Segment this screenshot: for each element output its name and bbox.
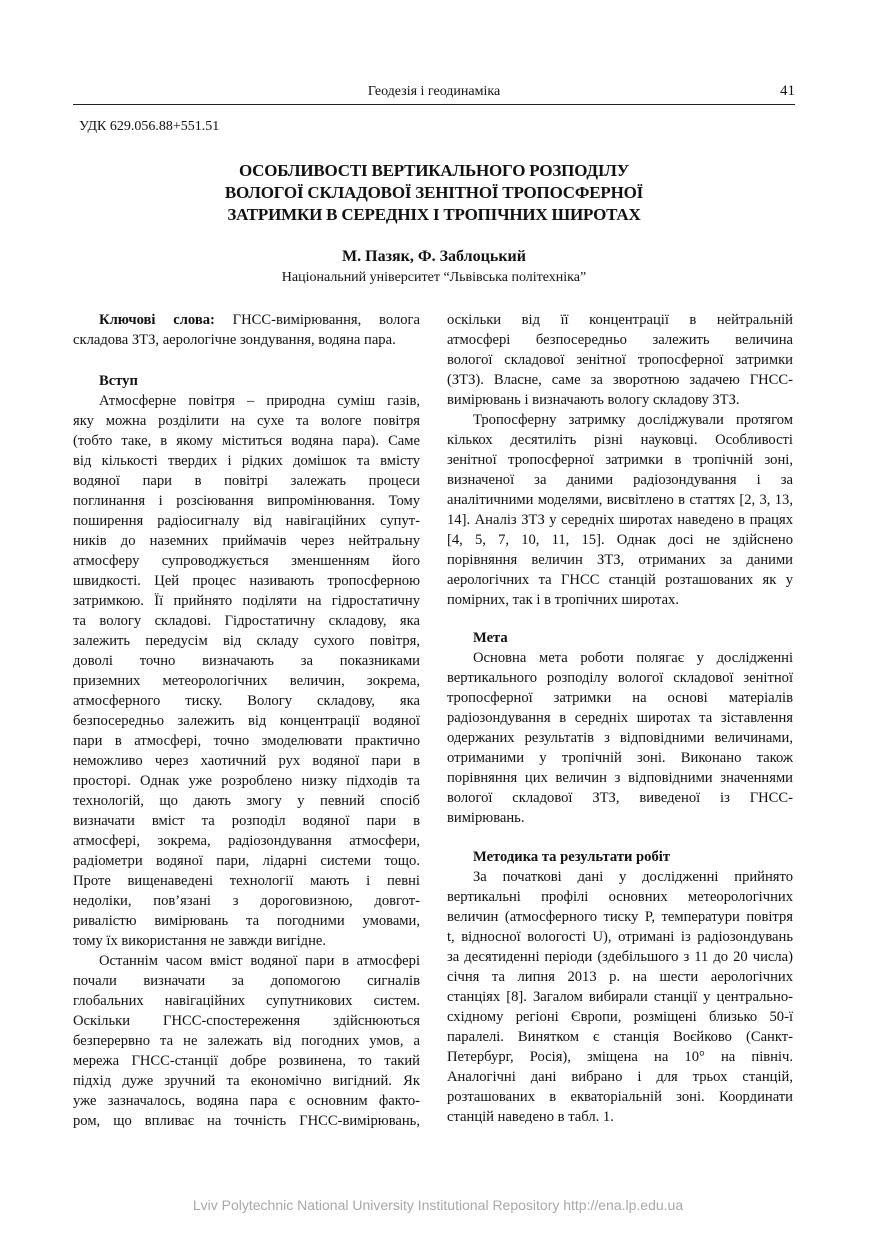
text-line: вимірювань. <box>447 810 525 826</box>
text-line: отриманими у тропічній зоні. Виконано також <box>447 750 793 766</box>
text-line: складова ЗТЗ, аерологічне зондування, водяна пара. <box>73 332 396 348</box>
text-line: пари в атмосфері, точно змоделювати практично <box>73 733 420 749</box>
text-line: помірних, так і в тропічних широтах. <box>447 592 679 608</box>
text-line: ром, що впливає на точність ГНСС-вимірювань, <box>73 1113 420 1129</box>
keywords <box>73 310 420 350</box>
paragraph <box>447 648 793 828</box>
text-line: яку можна розділити на сухе та вологе повітря <box>73 413 420 429</box>
text-line: просторі. Однак уже розроблено низку підходів та <box>73 773 420 789</box>
title-line: ОСОБЛИВОСТІ ВЕРТИКАЛЬНОГО РОЗПОДІЛУ <box>238 161 630 180</box>
text-line: вертикальні профілі основних метеорологічних <box>447 889 793 905</box>
text-line: вологої складової зенітної тропосферної затримки <box>447 352 793 368</box>
text-line: Основна мета роботи полягає у дослідженні <box>473 650 793 666</box>
text-line: недоліки, пов’язані з дороговизною, довгот- <box>73 893 420 909</box>
text-line: зенітної тропосферної затримки в тропічній зоні, <box>447 452 793 468</box>
text-line: Аналогічні дані вибрано і для трьох станцій, <box>447 1069 793 1085</box>
text-line: тропосферної затримки на основі матеріалів <box>447 690 793 706</box>
text-line: Проте вищенаведені технології мають і певні <box>73 873 420 889</box>
text-line: тому їх використання не завжди вигідне. <box>73 933 327 949</box>
text-line: вертикального розподілу вологої складової зенітної <box>447 670 793 686</box>
text-line: приземних метеорологічних величин, зокрема, <box>73 673 420 689</box>
section-heading: Вступ <box>99 373 138 389</box>
text-line: кількох десятиліть різні науковці. Особливості <box>447 432 793 448</box>
text-line: вимірювань і визначають вологу складову ЗТЗ. <box>447 392 740 408</box>
text-line: безперервно та не залежать від погодних умов, а <box>73 1033 420 1049</box>
paragraph <box>447 867 793 1127</box>
paragraph <box>73 951 420 1131</box>
text-line: січня та липня 2013 р. на шести аерологічних <box>447 969 793 985</box>
paragraph <box>447 310 793 410</box>
section-heading: Мета <box>473 630 508 646</box>
text-line: радіометри водяної пари, лідарні системи тощо. <box>73 853 420 869</box>
text-line: (ЗТЗ). Власне, саме за зворотною задачею ГНСС- <box>447 372 793 388</box>
text-line: залежить передусім від складу сухого повітря, <box>73 633 420 649</box>
article-title <box>73 160 795 226</box>
text-line: (тобто таке, в якому міститься водяна пара). Саме <box>73 433 420 449</box>
text-line: мережа ГНСС-станції добре розвинена, то такий <box>73 1053 420 1069</box>
text-line: неможливо через хаотичний рух водяної пари в <box>73 753 420 769</box>
affiliation: Національний університет “Львівська політехніка” <box>281 270 587 285</box>
text-line: визначеної за даними радіозондування і за <box>447 472 793 488</box>
keywords-label: Ключові слова: <box>99 312 215 328</box>
text-line: Останнім часом вміст водяної пари в атмосфері <box>99 953 420 969</box>
title-line: ВОЛОГОЇ СКЛАДОВОЇ ЗЕНІТНОЇ ТРОПОСФЕРНОЇ <box>224 183 644 202</box>
keywords-text: ГНСС-вимірювання, волога <box>232 312 420 328</box>
text-line: 14]. Аналіз ЗТЗ у середніх широтах наведено в працях <box>447 512 793 528</box>
text-line: атмосферу супроводжується зменшенням його <box>73 553 420 569</box>
page-number: 41 <box>780 83 795 99</box>
text-line: одержаних результатів з відповідними величинами, <box>447 730 793 746</box>
text-line: За початкові дані у дослідженні прийнято <box>473 869 793 885</box>
text-line: визначати вміст та розподіл водяної пари в <box>73 813 420 829</box>
text-line: атмосфері безпосередньо залежить величина <box>447 332 793 348</box>
text-line: почали визначати за допомогою сигналів <box>73 973 420 989</box>
paragraph <box>73 391 420 951</box>
text-line: станціях [8]. Загалом вибирали станції у центрально- <box>447 989 793 1005</box>
repository-footer: Lviv Polytechnic National University Institutional Repository http://ena.lp.edu.ua <box>192 1197 684 1213</box>
text-line: розташованих в екваторіальній зоні. Координати <box>447 1089 793 1105</box>
text-line: аерологічних та ГНСС станцій розташованих як у <box>447 572 793 588</box>
running-header <box>73 84 795 105</box>
text-line: поглинання і розсіювання випромінювання. Тому <box>73 493 420 509</box>
text-line: безпосередньо залежить від концентрації водяної <box>73 713 420 729</box>
text-line: [4, 5, 7, 10, 11, 15]. Однак досі не здійснено <box>447 532 793 548</box>
journal-title: Геодезія і геодинаміка <box>367 84 501 99</box>
text-line: порівняння величин ЗТЗ, отриманих за даними <box>447 552 793 568</box>
text-line: за десятиденні періоди (здебільшого з 11 до 20 числа) <box>447 949 793 965</box>
text-line: паралелі. Винятком є станція Воєйково (Санкт- <box>447 1029 793 1045</box>
text-line: водяної пари в повітрі залежать процеси <box>73 473 420 489</box>
text-line: східному регіоні Європи, розміщені близько 50-ї <box>447 1009 793 1025</box>
text-line: технологій, що дають змогу у певний спосіб <box>73 793 420 809</box>
text-line: ривалістю вимірювань та погодними умовами, <box>73 913 420 929</box>
left-column <box>73 310 420 1131</box>
authors: М. Пазяк, Ф. Заблоцький <box>342 248 526 265</box>
text-line: доволі точно визначають за показниками <box>73 653 420 669</box>
text-line: станцій наведено в табл. 1. <box>447 1109 614 1125</box>
text-line: t, відносної вологості U), отримані із радіозондувань <box>447 929 793 945</box>
right-column <box>447 310 793 1127</box>
text-line: атмосфері, зокрема, радіозондування атмосфери, <box>73 833 420 849</box>
text-line: оскільки від її концентрації в нейтральній <box>447 312 793 328</box>
text-line: радіозондування в середніх широтах та зіставлення <box>447 710 793 726</box>
text-line: атмосферного тиску. Вологу складову, яка <box>73 693 420 709</box>
text-line: Петербург, Росія), зміщена на 10° на північ. <box>447 1049 793 1065</box>
paragraph <box>447 410 793 610</box>
text-line: аналітичними моделями, висвітлено в статтях [2, 3, 13, <box>447 492 793 508</box>
text-line: від кількості твердих і рідких домішок та вмісту <box>73 453 420 469</box>
text-line: затримкою. Її прийнято поділяти на гідростатичну <box>73 593 420 609</box>
text-line: глобальних навігаційних супутникових систем. <box>73 993 420 1009</box>
text-line: вологої складової ЗТЗ, виведеної із ГНСС- <box>447 790 793 806</box>
text-line: швидкості. Цей процес називають тропосферною <box>73 573 420 589</box>
text-line: та вологу складові. Гідростатичну складову, яка <box>73 613 420 629</box>
text-line: уже зазначалось, водяна пара є основним факто- <box>73 1093 420 1109</box>
text-line: поширення радіосигналу від навігаційних супут- <box>73 513 420 529</box>
text-line <box>73 310 420 330</box>
text-line: підхід дуже зручний та економічно вигідний. Як <box>73 1073 420 1089</box>
text-line: Оскільки ГНСС-спостереження здійснюються <box>73 1013 420 1029</box>
section-heading: Методика та результати робіт <box>473 849 670 865</box>
title-line: ЗАТРИМКИ В СЕРЕДНІХ І ТРОПІЧНИХ ШИРОТАХ <box>227 205 641 224</box>
text-line: ників до наземних приймачів через нейтральну <box>73 533 420 549</box>
text-line: порівняння цих величин з відповідними значеннями <box>447 770 793 786</box>
text-line: величин (атмосферного тиску P, температури повітря <box>447 909 793 925</box>
text-line: Тропосферну затримку досліджували протягом <box>473 412 793 428</box>
udc-code: УДК 629.056.88+551.51 <box>79 119 220 134</box>
text-line: Атмосферне повітря – природна суміш газів, <box>99 393 420 409</box>
